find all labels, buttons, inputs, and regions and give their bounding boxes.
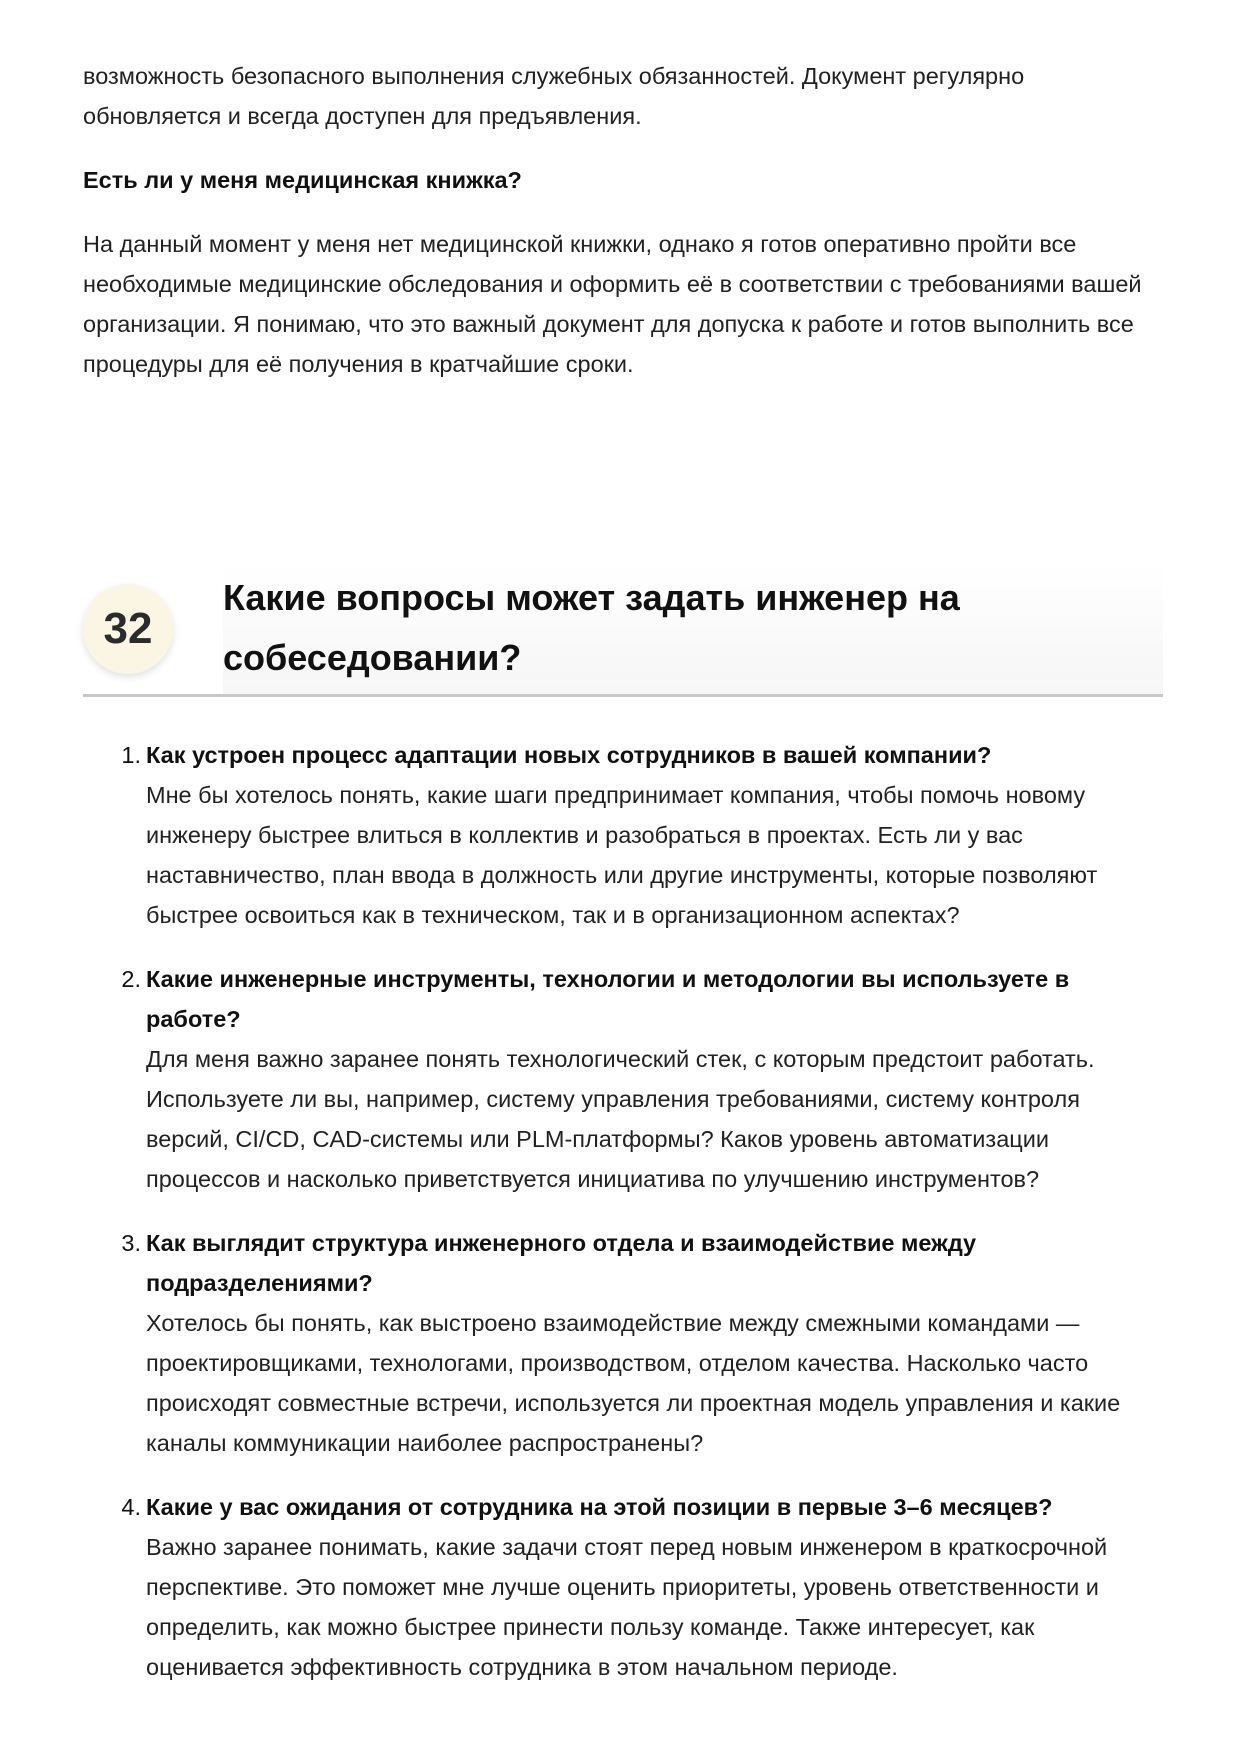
list-item	[83, 1487, 1163, 1687]
section-number-badge: 32	[83, 584, 173, 674]
list-item-text: Для меня важно заранее понять технологический стек, с которым предстоит работать. Используете ли вы, например, систему управления требованиями, систему контроля версий, CI/CD, CAD-системы или PLM-платформы? Каков уровень автоматизации процессов и насколько приветствуется инициатива по улучшению инструментов?	[146, 1046, 1095, 1192]
section-32	[83, 556, 1163, 1711]
list-item	[83, 959, 1163, 1199]
list-item-title: Как выглядит структура инженерного отдела и взаимодействие между подразделениями?	[146, 1230, 977, 1296]
list-item-number: 3.	[121, 1230, 141, 1256]
list-item-text: Важно заранее понимать, какие задачи стоят перед новым инженером в краткосрочной перспективе. Это поможет мне лучше оценить приоритеты, уровень ответственности и определить, как можно быстрее принести пользу команде. Также интересует, как оценивается эффективность сотрудника в этом начальном периоде.	[146, 1534, 1108, 1680]
list-item-number: 2.	[121, 966, 141, 992]
intro-question: Есть ли у меня медицинская книжка?	[83, 167, 522, 193]
list-item	[83, 735, 1163, 935]
list-item-title: Как устроен процесс адаптации новых сотрудников в вашей компании?	[146, 742, 992, 768]
questions-list	[83, 735, 1163, 1687]
intro-answer: На данный момент у меня нет медицинской книжки, однако я готов оперативно пройти все необходимые медицинские обследования и оформить её в соответствии с требованиями вашей организации. Я понимаю, что это важный документ для допуска к работе и готов выполнить все процедуры для её получения в кратчайшие сроки.	[83, 231, 1142, 377]
list-item-number: 1.	[121, 742, 141, 768]
intro-block	[83, 56, 1163, 384]
section-header	[83, 556, 1163, 697]
list-item	[83, 1223, 1163, 1463]
list-item-title: Какие у вас ожидания от сотрудника на этой позиции в первые 3–6 месяцев?	[146, 1494, 1053, 1520]
list-item-number: 4.	[121, 1494, 141, 1520]
intro-paragraph: возможность безопасного выполнения служебных обязанностей. Документ регулярно обновляется и всегда доступен для предъявления.	[83, 63, 1025, 129]
section-title: Какие вопросы может задать инженер на собеседовании?	[223, 577, 960, 678]
list-item-text: Хотелось бы понять, как выстроено взаимодействие между смежными командами — проектировщиками, технологами, производством, отделом качества. Насколько часто происходят совместные встречи, используется ли проектная модель управления и какие каналы коммуникации наиболее распространены?	[146, 1310, 1121, 1456]
list-item-text: Мне бы хотелось понять, какие шаги предпринимает компания, чтобы помочь новому инженеру быстрее влиться в коллектив и разобраться в проектах. Есть ли у вас наставничество, план ввода в должность или другие инструменты, которые позволяют быстрее освоиться как в техническом, так и в организационном аспектах?	[146, 782, 1098, 928]
list-item-title: Какие инженерные инструменты, технологии и методологии вы используете в работе?	[146, 966, 1070, 1032]
